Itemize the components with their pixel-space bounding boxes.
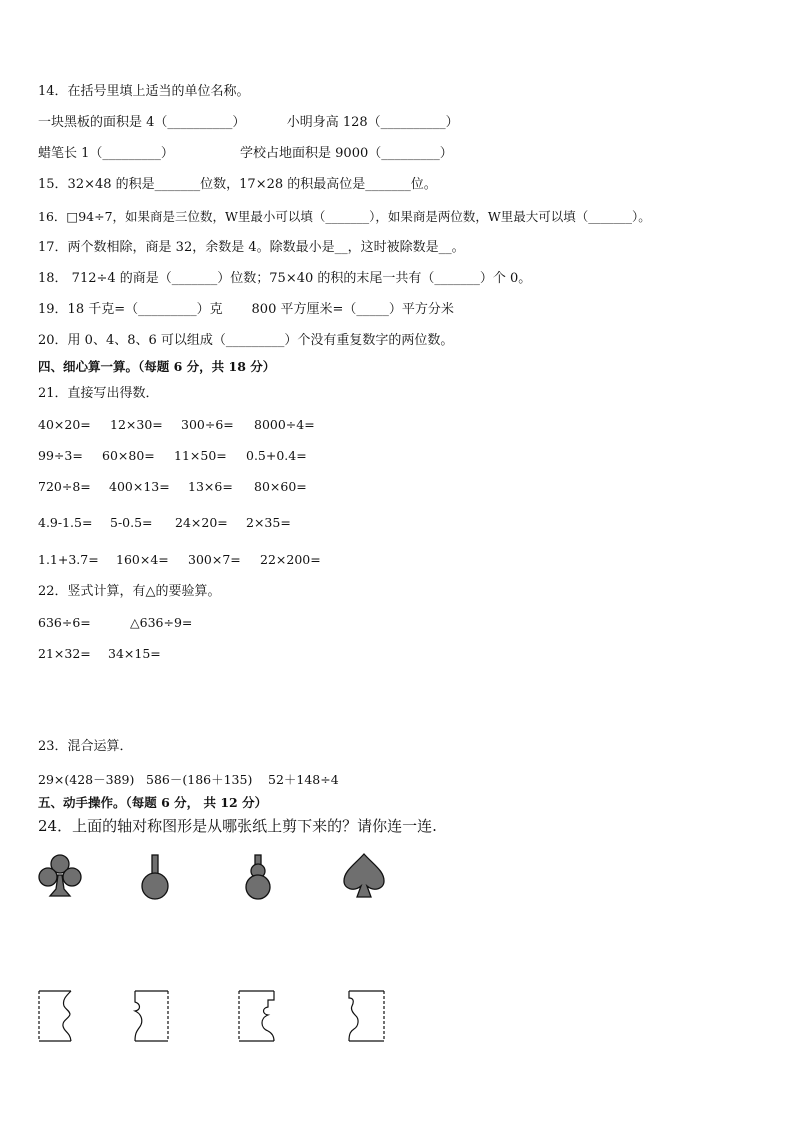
math-item: 300×7=: [188, 552, 241, 567]
vertical-calc-item: 636÷6=: [38, 615, 91, 630]
math-item: 4.9-1.5=: [38, 515, 93, 530]
question-21-title: 21．直接写出得数．: [38, 386, 159, 401]
question-24-title: 24．上面的轴对称图形是从哪张纸上剪下来的？请你连一连.: [38, 817, 437, 835]
math-item: 13×6=: [188, 479, 233, 494]
math-item: 40×20=: [38, 417, 91, 432]
folded-paper-3: [236, 988, 280, 1044]
mixed-calc-item: 586－(186＋135): [146, 772, 253, 787]
math-item: 160×4=: [116, 552, 169, 567]
mixed-calc-item: 52＋148÷4: [268, 772, 339, 787]
question-19: 19．18 千克=（_________）克 800 平方厘米=（_____）平方分米: [38, 302, 454, 317]
question-23-title: 23．混合运算．: [38, 739, 133, 754]
gourd-shape: [240, 853, 276, 901]
question-22-title: 22．竖式计算，有△的要验算。: [38, 584, 221, 599]
math-item: 720÷8=: [38, 479, 91, 494]
folded-paper-1: [36, 988, 80, 1044]
math-item: 60×80=: [102, 448, 155, 463]
lollipop-shape: [138, 853, 172, 901]
question-18: 18． 712÷4 的商是（_______）位数；75×40 的积的末尾一共有（_______）个 0。: [38, 271, 532, 286]
question-14-row-2: 蜡笔长 1（_________） 学校占地面积是 9000（_________）: [38, 146, 453, 161]
question-14-title: 14．在括号里填上适当的单位名称。: [38, 84, 250, 99]
mixed-calc-item: 29×(428－389): [38, 772, 135, 787]
math-item: 80×60=: [254, 479, 307, 494]
club-shape: [36, 853, 84, 899]
folded-paper-2: [130, 988, 174, 1044]
folded-paper-4: [344, 988, 388, 1044]
question-14-row-1: 一块黑板的面积是 4（__________） 小明身高 128（__________）: [38, 115, 459, 130]
math-item: 8000÷4=: [254, 417, 315, 432]
math-item: 11×50=: [174, 448, 227, 463]
vertical-calc-item: 21×32=: [38, 646, 91, 661]
math-item: 400×13=: [109, 479, 170, 494]
question-16: 16．□94÷7，如果商是三位数，W里最小可以填（_______），如果商是两位数，W里最大可以填（_______）。: [38, 209, 651, 224]
math-item: 300÷6=: [181, 417, 234, 432]
math-item: 5-0.5=: [110, 515, 153, 530]
question-15: 15．32×48 的积是_______位数，17×28 的积最高位是_______位。: [38, 177, 437, 192]
math-item: 1.1+3.7=: [38, 552, 99, 567]
section-5-heading: 五、动手操作。（每题 6 分， 共 12 分）: [38, 795, 268, 810]
math-item: 22×200=: [260, 552, 321, 567]
math-item: 24×20=: [175, 515, 228, 530]
math-item: 2×35=: [246, 515, 291, 530]
spade-shape: [340, 851, 388, 901]
vertical-calc-item: △636÷9=: [130, 615, 193, 630]
math-item: 12×30=: [110, 417, 163, 432]
vertical-calc-item: 34×15=: [108, 646, 161, 661]
math-item: 99÷3=: [38, 448, 83, 463]
math-item: 0.5+0.4=: [246, 448, 307, 463]
question-17: 17．两个数相除，商是 32，余数是 4。除数最小是__，这时被除数是__。: [38, 240, 465, 255]
section-4-heading: 四、细心算一算。（每题 6 分，共 18 分）: [38, 359, 276, 374]
question-20: 20．用 0、4、8、6 可以组成（_________）个没有重复数字的两位数。: [38, 333, 454, 348]
